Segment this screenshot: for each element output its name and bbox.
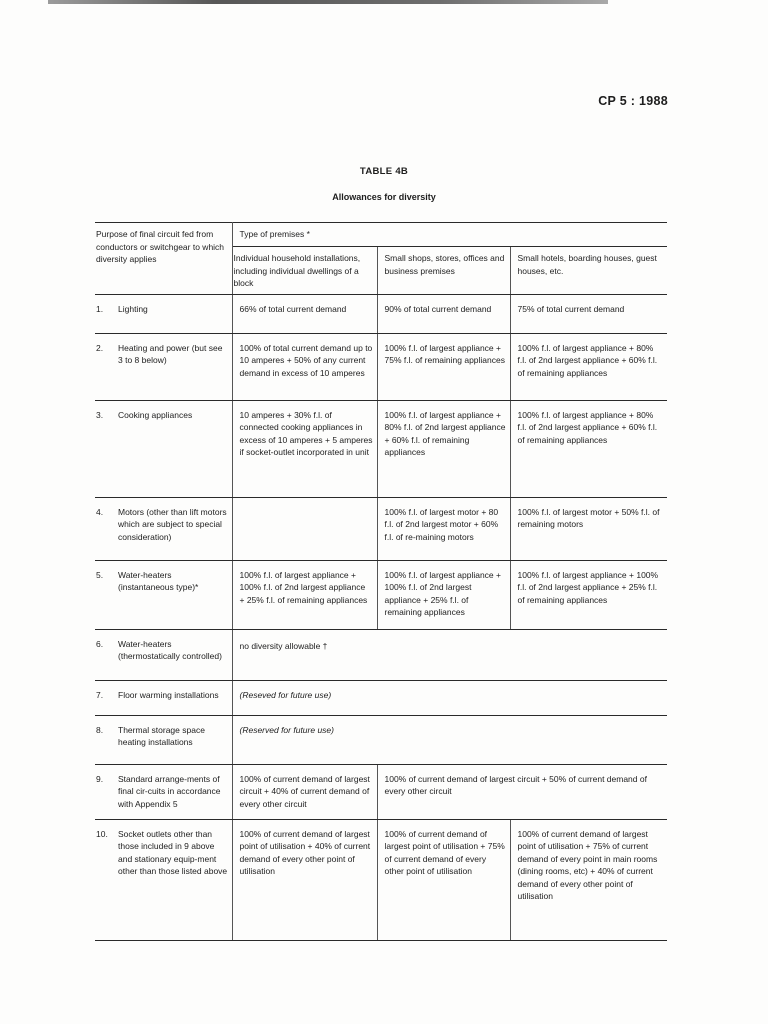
- purpose-cell: [95, 497, 232, 560]
- table-row: [95, 400, 667, 497]
- row-number: 2.: [96, 342, 104, 353]
- premise-type-shops: Small shops, stores, offices and business premises: [377, 247, 510, 295]
- document-code: CP 5 : 1988: [598, 94, 668, 108]
- purpose-text: Water-heaters (thermostatically controlled): [118, 638, 222, 661]
- row-number: 4.: [96, 506, 104, 517]
- table-row: [95, 715, 667, 764]
- purpose-cell: [95, 680, 232, 715]
- purpose-text: Floor warming installations: [118, 689, 219, 700]
- table-row: [95, 294, 667, 333]
- purpose-text: Motors (other than lift motors which are subject to special consideration): [118, 506, 227, 542]
- table-row: [95, 333, 667, 400]
- hotels-cell: 75% of total current demand: [510, 294, 667, 333]
- row-number: 7.: [96, 689, 104, 700]
- row-number: 3.: [96, 409, 104, 420]
- purpose-text: Socket outlets other than those included in 9 above and stationary equip-ment other than those listed above: [118, 828, 228, 876]
- reserved-note-cell: (Reserved for future use): [232, 715, 667, 764]
- hotels-cell: 100% f.l. of largest motor + 50% f.l. of remaining motors: [510, 497, 667, 560]
- purpose-text: Cooking appliances: [118, 409, 193, 420]
- household-cell: 10 amperes + 30% f.l. of connected cooking appliances in excess of 10 amperes + 5 amperes if socket-outlet incorporated in unit: [232, 400, 377, 497]
- shops-hotels-merged-cell: 100% of current demand of largest circuit + 50% of current demand of every other circuit: [377, 764, 667, 819]
- purpose-cell: [95, 560, 232, 629]
- shops-cell: 100% f.l. of largest appliance + 100% f.l. of 2nd largest appliance + 25% f.l. of remaining appliances: [377, 560, 510, 629]
- merged-note-cell: no diversity allowable †: [232, 629, 667, 680]
- purpose-cell: [95, 333, 232, 400]
- hotels-cell: 100% f.l. of largest appliance + 80% f.l. of 2nd largest appliance + 60% f.l. of remaining appliances: [510, 333, 667, 400]
- reserved-note-cell: (Reseved for future use): [232, 680, 667, 715]
- table-subtitle: Allowances for diversity: [332, 192, 436, 202]
- table-row: [95, 764, 667, 819]
- row-number: 6.: [96, 638, 104, 649]
- row-number: 5.: [96, 569, 104, 580]
- purpose-cell: [95, 400, 232, 497]
- shops-cell: 100% f.l. of largest appliance + 80% f.l. of 2nd largest appliance + 60% f.l. of remaining appliances: [377, 400, 510, 497]
- shops-cell: 100% f.l. of largest appliance + 75% f.l. of remaining appliances: [377, 333, 510, 400]
- household-cell: 100% of current demand of largest point of utilisation + 40% of current demand of every other point of utilisation: [232, 819, 377, 940]
- shops-cell: 90% of total current demand: [377, 294, 510, 333]
- purpose-text: Heating and power (but see 3 to 8 below): [118, 342, 223, 365]
- scan-top-edge: [48, 0, 608, 4]
- row-number: 1.: [96, 303, 104, 314]
- table-title: TABLE 4B: [359, 166, 409, 177]
- household-cell: [232, 497, 377, 560]
- purpose-text: Thermal storage space heating installations: [118, 724, 205, 747]
- hotels-cell: 100% f.l. of largest appliance + 100% f.l. of 2nd largest appliance + 25% f.l. of remaining appliances: [510, 560, 667, 629]
- purpose-text: Lighting: [118, 303, 148, 314]
- purpose-cell: [95, 764, 232, 819]
- table-row: [95, 680, 667, 715]
- purpose-cell: [95, 819, 232, 940]
- premises-type-header: Type of premises *: [232, 223, 667, 247]
- household-cell: 100% of total current demand up to 10 amperes + 50% of any current demand in excess of 10 amperes: [232, 333, 377, 400]
- purpose-cell: [95, 294, 232, 333]
- table-row: [95, 497, 667, 560]
- table-row: [95, 560, 667, 629]
- table-row: [95, 629, 667, 680]
- household-cell: 100% f.l. of largest appliance + 100% f.l. of 2nd largest appliance + 25% f.l. of remaining appliances: [232, 560, 377, 629]
- header-row: [95, 223, 667, 247]
- purpose-text: Water-heaters (instantaneous type)*: [118, 569, 199, 592]
- purpose-header: Purpose of final circuit fed from conductors or switchgear to which diversity applies: [95, 223, 232, 295]
- table-row: [95, 819, 667, 940]
- premise-type-hotels: Small hotels, boarding houses, guest houses, etc.: [510, 247, 667, 295]
- purpose-cell: [95, 715, 232, 764]
- row-number: 9.: [96, 773, 104, 784]
- household-cell: 100% of current demand of largest circuit + 40% of current demand of every other circuit: [232, 764, 377, 819]
- hotels-cell: 100% of current demand of largest point of utilisation + 75% of current demand of every point in main rooms (dining rooms, etc) + 40% of current demand of every other point of utilisation: [510, 819, 667, 940]
- purpose-cell: [95, 629, 232, 680]
- shops-cell: 100% f.l. of largest motor + 80 f.l. of 2nd largest motor + 60% f.l. of re-maining motors: [377, 497, 510, 560]
- diversity-table: [95, 222, 667, 941]
- household-cell: 66% of total current demand: [232, 294, 377, 333]
- premise-type-household: Individual household installations, including individual dwellings of a block: [232, 247, 377, 295]
- hotels-cell: 100% f.l. of largest appliance + 80% f.l. of 2nd largest appliance + 60% f.l. of remaining appliances: [510, 400, 667, 497]
- purpose-text: Standard arrange-ments of final cir-cuits in accordance with Appendix 5: [118, 773, 221, 809]
- shops-cell: 100% of current demand of largest point of utilisation + 75% of current demand of every other point of utilisation: [377, 819, 510, 940]
- row-number: 8.: [96, 724, 104, 735]
- row-number: 10.: [96, 828, 108, 839]
